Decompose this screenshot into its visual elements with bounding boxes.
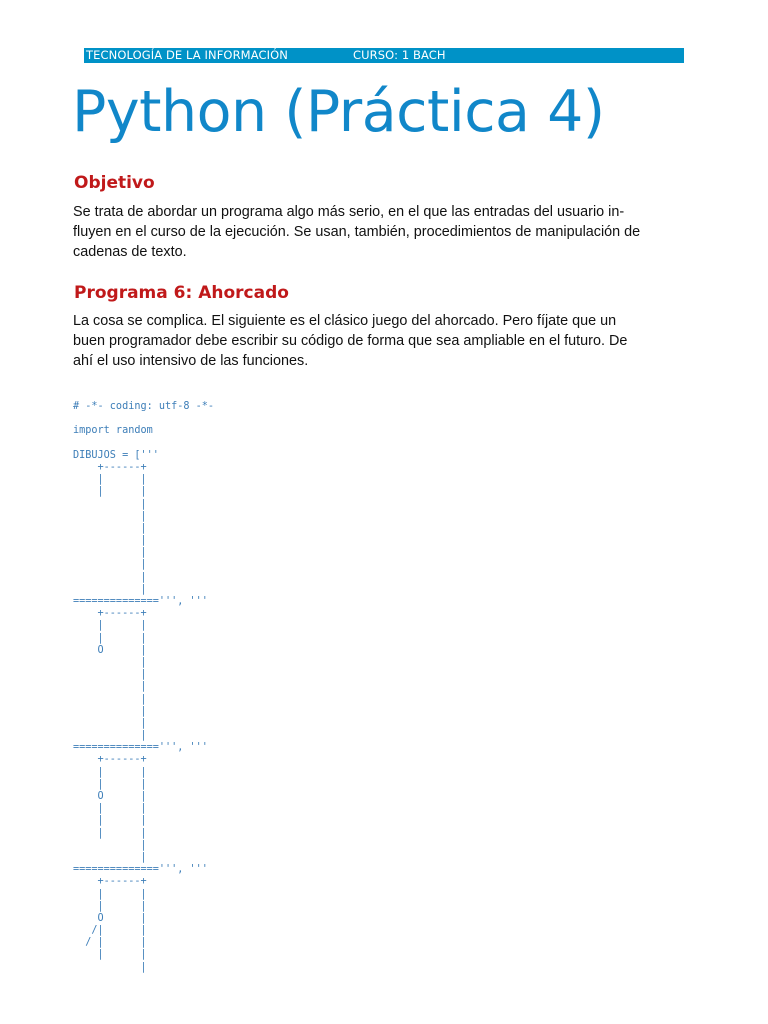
code-line xyxy=(73,438,214,450)
code-line: | xyxy=(73,961,147,973)
code-line: | xyxy=(73,583,147,595)
code-line: +------+ xyxy=(73,754,147,766)
code-line: | xyxy=(73,535,147,547)
code-line: ==============''', ''' xyxy=(73,596,208,607)
code-line: | | xyxy=(73,815,147,827)
code-line: | | xyxy=(73,474,147,486)
code-line: | xyxy=(73,839,147,851)
code-line: O | xyxy=(73,912,147,924)
code-line: | xyxy=(73,851,147,863)
code-line: O | xyxy=(73,791,147,802)
code-line: +------+ xyxy=(73,876,147,888)
code-line: | xyxy=(73,717,147,729)
code-line: | xyxy=(73,730,147,742)
section-heading-programa: Programa 6: Ahorcado xyxy=(74,283,289,303)
code-line: +------+ xyxy=(73,608,147,620)
code-line: | | xyxy=(73,827,147,839)
page-title: Python (Práctica 4) xyxy=(72,79,605,145)
paragraph-line: Se trata de abordar un programa algo más serio, en el que las entradas del usuario in- xyxy=(73,204,625,220)
code-line: | | xyxy=(73,888,147,900)
paragraph-line: La cosa se complica. El siguiente es el clásico juego del ahorcado. Pero fíjate que un xyxy=(73,313,617,329)
code-line: | | xyxy=(73,949,147,961)
code-line: DIBUJOS = [''' xyxy=(73,449,159,461)
code-line: | xyxy=(73,547,147,559)
code-line: | | xyxy=(73,766,147,778)
paragraph-line: ahí el uso intensivo de las funciones. xyxy=(73,353,309,369)
header-subject: TECNOLOGÍA DE LA INFORMACIÓN xyxy=(86,48,288,62)
code-line: /| | xyxy=(73,925,147,937)
code-line: | | xyxy=(73,632,147,644)
code-line: | xyxy=(73,693,147,705)
paragraph-line: cadenas de texto. xyxy=(73,244,187,260)
paragraph-objetivo xyxy=(73,202,688,262)
code-line: O | xyxy=(73,644,147,656)
section-heading-objetivo: Objetivo xyxy=(74,173,155,193)
code-block xyxy=(73,401,214,974)
code-line: | xyxy=(73,669,147,681)
code-line: | xyxy=(73,705,147,717)
code-line: | xyxy=(73,571,147,583)
code-line: | xyxy=(73,656,147,668)
code-line: | | xyxy=(73,778,147,790)
paragraph-programa xyxy=(73,311,688,371)
code-line: | | xyxy=(73,803,147,815)
code-line: | xyxy=(73,559,147,571)
code-line: # -*- coding: utf-8 -*- xyxy=(73,401,215,412)
code-line xyxy=(73,413,214,425)
code-line: | | xyxy=(73,486,147,498)
code-line: | | xyxy=(73,900,147,912)
code-line: | | xyxy=(73,620,147,632)
code-line: +------+ xyxy=(73,461,147,473)
code-line: ==============''', ''' xyxy=(73,864,208,876)
code-line: ==============''', ''' xyxy=(73,742,208,754)
paragraph-line: fluyen en el curso de la ejecución. Se usan, también, procedimientos de manipulación de xyxy=(73,224,641,240)
code-line: | xyxy=(73,498,147,510)
code-line: | xyxy=(73,681,147,693)
code-line: / | | xyxy=(73,937,147,949)
code-line: import random xyxy=(73,425,153,437)
paragraph-line: buen programador debe escribir su código de forma que sea ampliable en el futuro. De xyxy=(73,333,628,349)
code-line: | xyxy=(73,510,147,522)
code-line: | xyxy=(73,522,147,534)
header-course: CURSO: 1 BACH xyxy=(353,48,446,62)
